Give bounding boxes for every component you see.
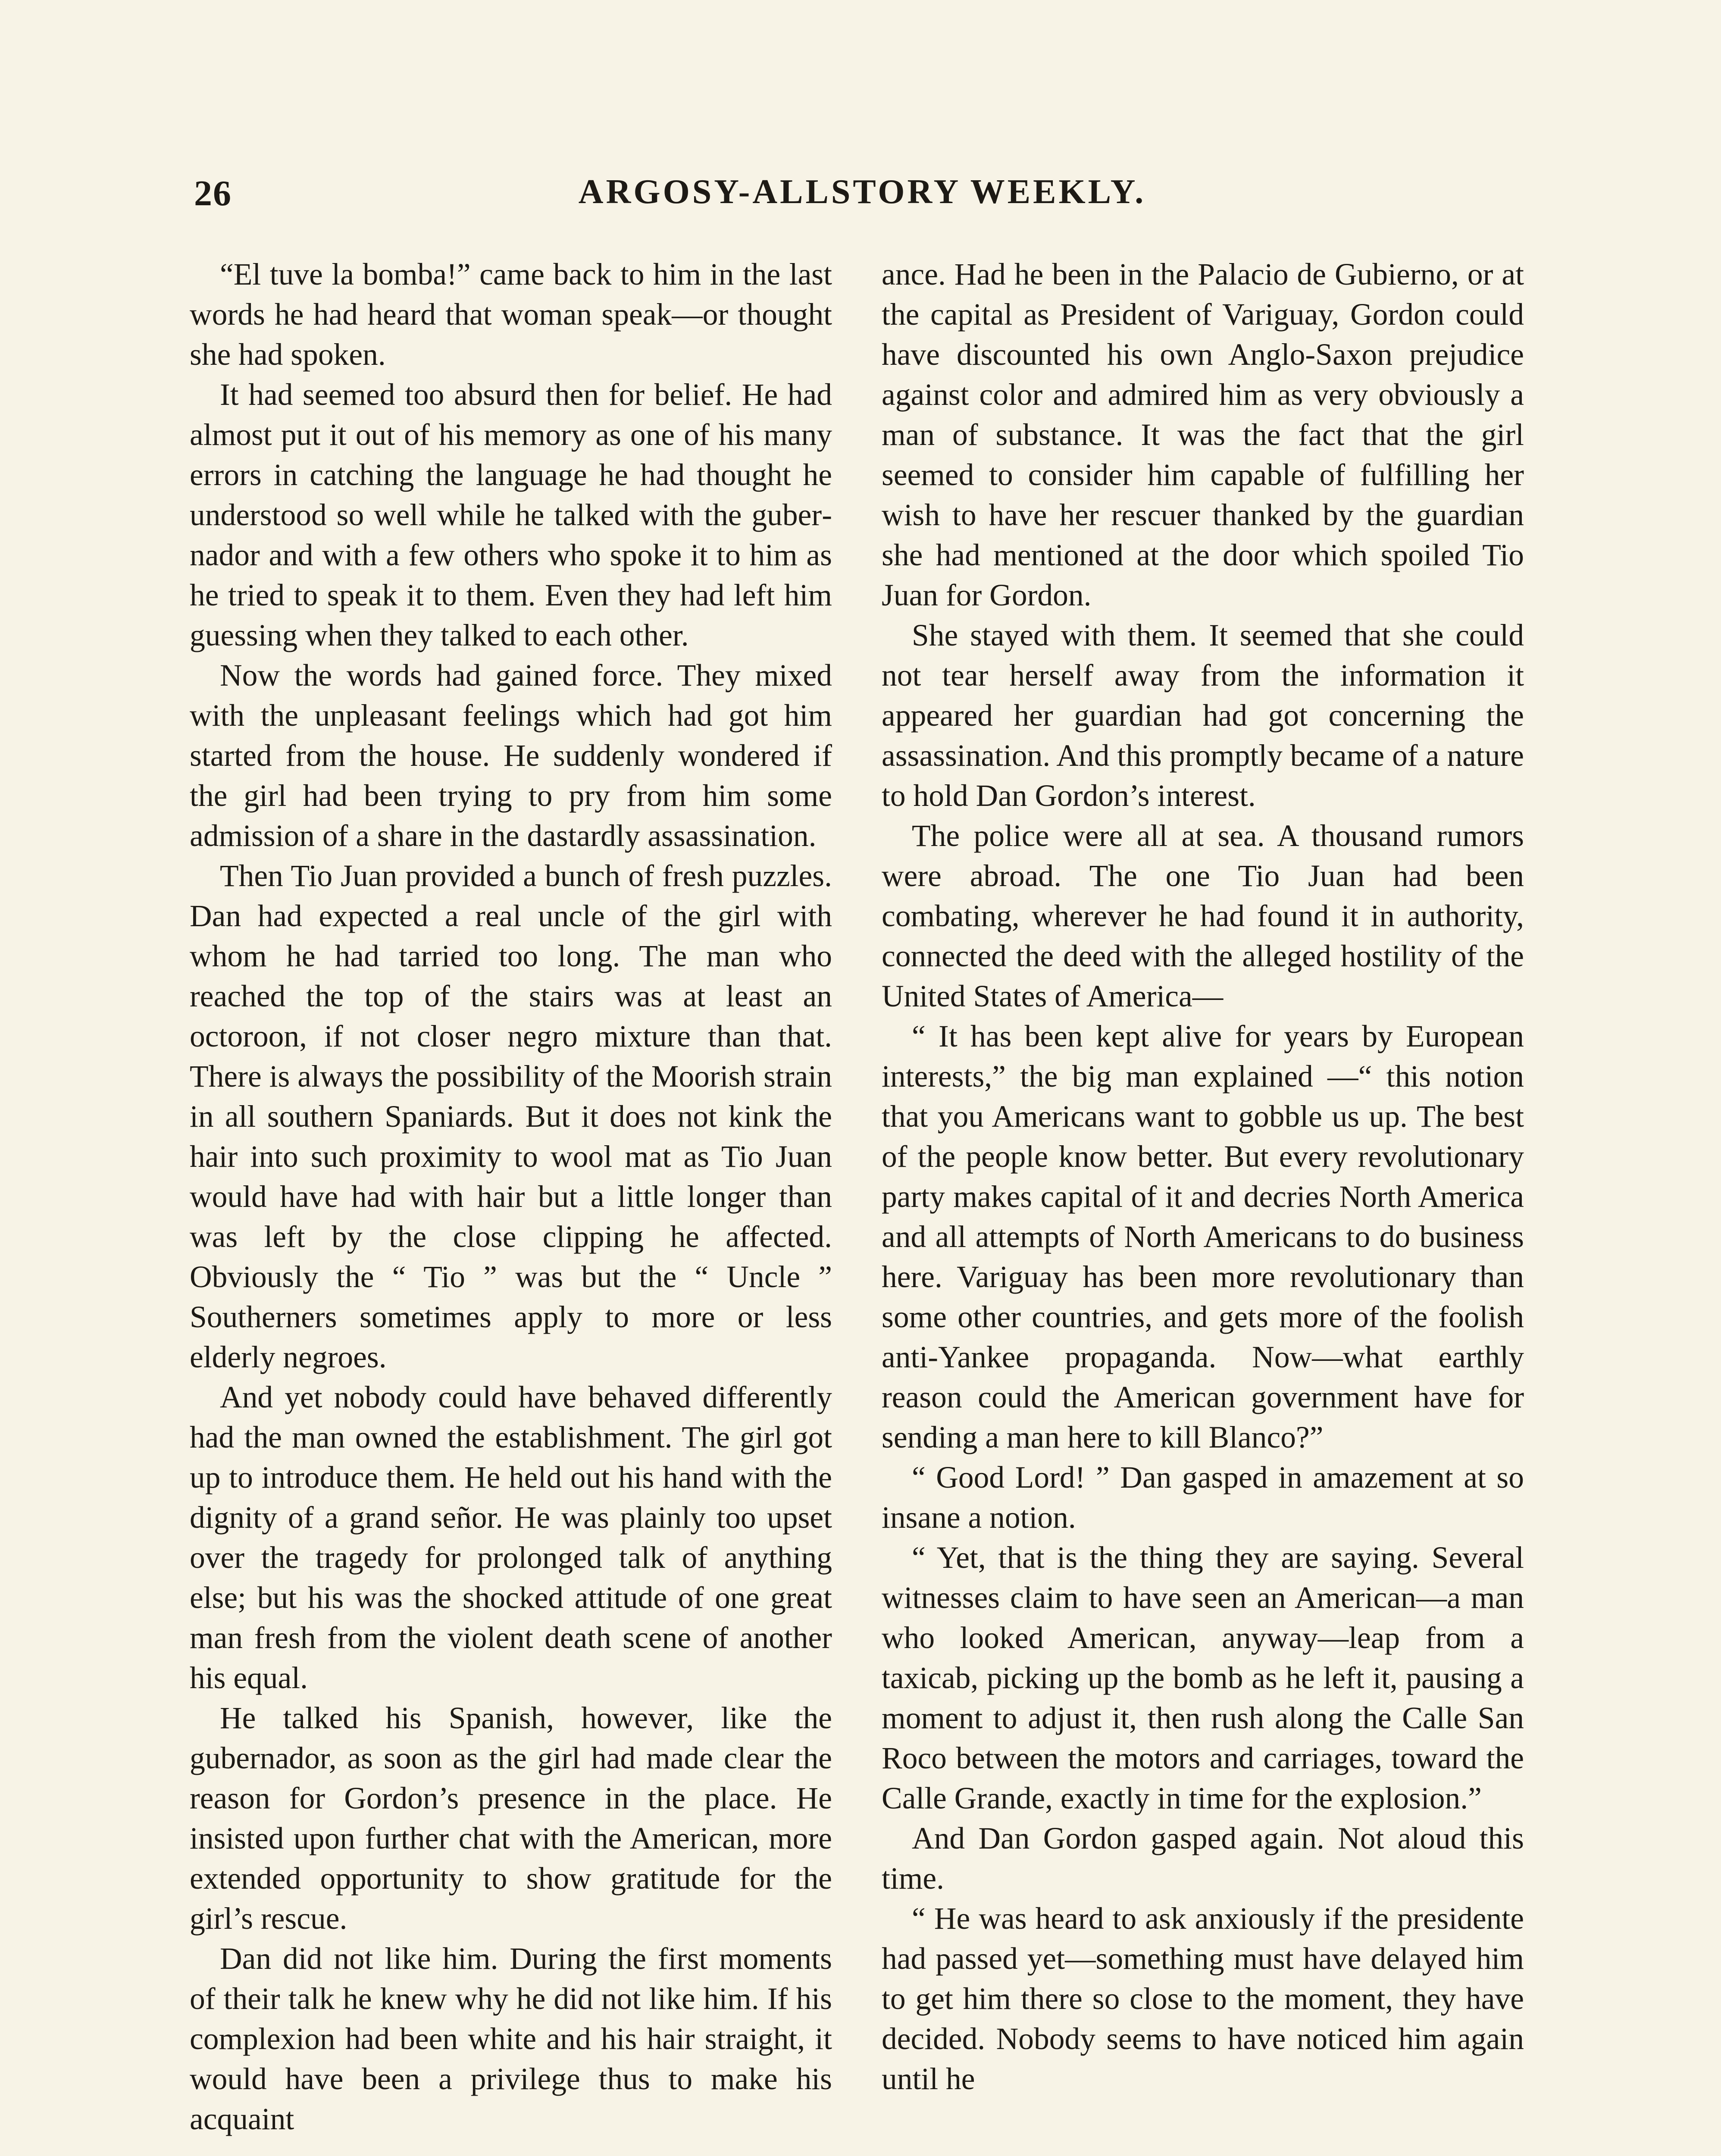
paragraph: The police were all at sea. A thousand rumors were abroad. The one Tio Juan had been combating, wherever he had found it in authority, connected the deed with the alleged hostility of the United States of America— [882, 819, 1524, 1013]
right-column [882, 254, 1524, 2099]
page-header [185, 172, 1539, 233]
paragraph: And Dan Gordon gasped again. Not aloud this time. [882, 1821, 1524, 1896]
paragraph: Dan did not like him. During the first moments of their talk he knew why he did not like him. If his complexion had been white and his hair straight, it would have been a privilege thus to make his acquaint [190, 1942, 832, 2136]
paragraph: And yet nobody could have behaved differently had the man owned the establishment. The girl got up to introduce them. He held out his hand with the dignity of a grand señor. He was plainly too upset over the tragedy for prolonged talk of anything else; but his was the shocked attitude of one great man fresh from the violent death scene of another his equal. [190, 1380, 832, 1695]
paragraph-continued: ance. Had he been in the Palacio de Gubierno, or at the capital as President of Variguay, Gordon could have discounted his own Anglo-Saxon prejudice against color and admired him as very obviously a man of substance. It was the fact that the girl seemed to consider him capable of fulfilling her wish to have her rescuer thanked by the guardian she had mentioned at the door which spoiled Tio Juan for Gordon. [882, 257, 1524, 612]
paragraph: It had seemed too absurd then for belief. He had almost put it out of his memory as one of his many errors in catching the language he had thought he understood so well while he talked with the gubernador and with a few others who spoke it to him as he tried to speak it to them. Even they had left him guessing when they talked to each other. [190, 378, 832, 652]
paragraph: “ Good Lord! ” Dan gasped in amazement at so insane a notion. [882, 1460, 1524, 1535]
paragraph: Then Tio Juan provided a bunch of fresh puzzles. Dan had expected a real uncle of the girl with whom he had tarried too long. The man who reached the top of the stairs was at least an octoroon, if not closer negro mixture than that. There is always the possibility of the Moorish strain in all southern Spaniards. But it does not kink the hair into such proximity to wool mat as Tio Juan would have had with hair but a little longer than was left by the close clipping he affected. Obviously the “ Tio ” was but the “ Uncle ” Southerners sometimes apply to more or less elderly negroes. [190, 859, 832, 1374]
page-number: 26 [194, 173, 232, 213]
paragraph: He talked his Spanish, however, like the gubernador, as soon as the girl had made clear the reason for Gordon’s presence in the place. He insisted upon further chat with the American, more extended opportunity to show gratitude for the girl’s rescue. [190, 1701, 832, 1936]
paragraph: She stayed with them. It seemed that she could not tear herself away from the information it appeared her guardian had got concerning the assassination. And this promptly became of a nature to hold Dan Gordon’s interest. [882, 618, 1524, 813]
paragraph: “ It has been kept alive for years by European interests,” the big man explained —“ this notion that you Americans want to gobble us up. The best of the people know better. But every revolutionary party makes capital of it and decries North America and all attempts of North Americans to do business here. Variguay has been more revolutionary than some other countries, and gets more of the foolish anti-Yankee propaganda. Now—what earthly reason could the American government have for sending a man here to kill Blanco?” [882, 1019, 1524, 1454]
left-column [190, 254, 832, 2139]
paragraph: “ He was heard to ask anxiously if the presidente had passed yet—something must have delayed him to get him there so close to the moment, they have decided. Nobody seems to have noticed him again until he [882, 1902, 1524, 2096]
paragraph: “El tuve la bomba!” came back to him in the last words he had heard that woman speak—or thought she had spoken. [190, 257, 832, 372]
paragraph: Now the words had gained force. They mixed with the unpleasant feelings which had got him started from the house. He suddenly wondered if the girl had been trying to pry from him some admission of a share in the dastardly assassination. [190, 658, 832, 853]
running-title: ARGOSY-ALLSTORY WEEKLY. [578, 173, 1146, 211]
paragraph: “ Yet, that is the thing they are saying. Several witnesses claim to have seen an American—a man who looked American, anyway—leap from a taxicab, picking up the bomb as he left it, pausing a moment to adjust it, then rush along the Calle San Roco between the motors and carriages, toward the Calle Grande, exactly in time for the explosion.” [882, 1541, 1524, 1815]
